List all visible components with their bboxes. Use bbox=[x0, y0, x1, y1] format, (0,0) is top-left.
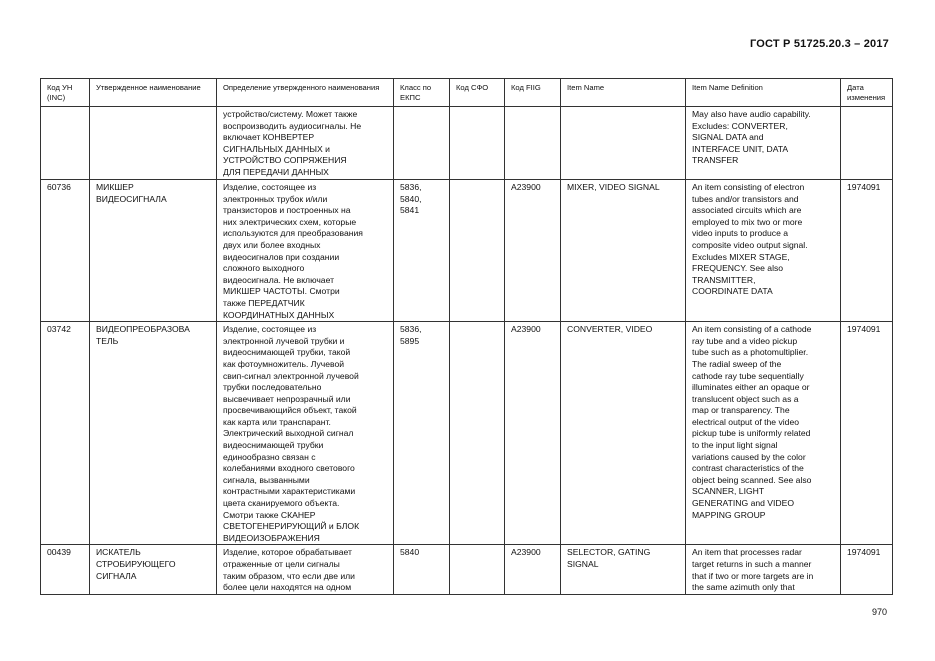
cell-change-date bbox=[841, 107, 893, 180]
cell-inc bbox=[41, 107, 90, 180]
cell-item-name bbox=[561, 107, 686, 180]
cell-definition: устройство/систему. Может также воспроизводить аудиосигналы. Не включает КОНВЕРТЕР СИГНАЛЬНЫХ ДАННЫХ и УСТРОЙСТВО СОПРЯЖЕНИЯ ДЛЯ ПЕРЕДАЧИ ДАННЫХ bbox=[217, 107, 394, 180]
cell-fiig-code: A23900 bbox=[505, 180, 561, 322]
cell-change-date: 1974091 bbox=[841, 545, 893, 594]
cell-item-definition: May also have audio capability. Excludes: CONVERTER, SIGNAL DATA and INTERFACE UNIT, DATA TRANSFER bbox=[686, 107, 841, 180]
cell-item-definition: An item that processes radar target returns in such a manner that if two or more targets are in the same azimuth only that bbox=[686, 545, 841, 594]
cell-definition: Изделие, которое обрабатывает отраженные от цели сигналы таким образом, что если две или более цели находятся на одном bbox=[217, 545, 394, 594]
column-header-item-definition: Item Name Definition bbox=[686, 79, 841, 107]
cell-ekps-class: 5836, 5840, 5841 bbox=[394, 180, 450, 322]
cell-approved-name bbox=[90, 107, 217, 180]
cell-fiig-code: A23900 bbox=[505, 545, 561, 594]
cell-sfo-code bbox=[450, 107, 505, 180]
cell-item-name: CONVERTER, VIDEO bbox=[561, 322, 686, 545]
cell-item-name: MIXER, VIDEO SIGNAL bbox=[561, 180, 686, 322]
catalog-table bbox=[40, 78, 893, 595]
column-header-ekps-class: Класс по ЕКПС bbox=[394, 79, 450, 107]
column-header-inc: Код УН (INC) bbox=[41, 79, 90, 107]
cell-ekps-class: 5840 bbox=[394, 545, 450, 594]
cell-sfo-code bbox=[450, 545, 505, 594]
cell-change-date: 1974091 bbox=[841, 322, 893, 545]
column-header-approved-name: Утвержденное наименование bbox=[90, 79, 217, 107]
cell-definition: Изделие, состоящее из электронной лучевой трубки и видеоснимающей трубки, такой как фотоумножитель. Лучевой свип-сигнал электронной лучевой трубки последовательно высвечивает непрозрачный или просвечивающийся объект, такой как карта или транспарант. Электрический выходной сигнал видеоснимающей трубки единообразно связан с колебаниями входного светового сигнала, вызванными контрастными характеристиками цвета сканируемого объекта. Смотри также СКАНЕР СВЕТОГЕНЕРИРУЮЩИЙ и БЛОК ВИДЕОИЗОБРАЖЕНИЯ bbox=[217, 322, 394, 545]
cell-ekps-class bbox=[394, 107, 450, 180]
cell-fiig-code bbox=[505, 107, 561, 180]
cell-approved-name: ВИДЕОПРЕОБРАЗОВА ТЕЛЬ bbox=[90, 322, 217, 545]
cell-definition: Изделие, состоящее из электронных трубок и/или транзисторов и построенных на них электрических схем, которые используются для преобразования двух или более входных видеосигналов при создании сложного выходного видеосигнала. Не включает МИКШЕР ЧАСТОТЫ. Смотри также ПЕРЕДАТЧИК КООРДИНАТНЫХ ДАННЫХ bbox=[217, 180, 394, 322]
cell-fiig-code: A23900 bbox=[505, 322, 561, 545]
cell-sfo-code bbox=[450, 322, 505, 545]
document-code: ГОСТ Р 51725.20.3 – 2017 bbox=[749, 38, 889, 50]
column-header-fiig-code: Код FIIG bbox=[505, 79, 561, 107]
table-row bbox=[41, 107, 893, 180]
cell-change-date: 1974091 bbox=[841, 180, 893, 322]
column-header-definition: Определение утвержденного наименования bbox=[217, 79, 394, 107]
table-row bbox=[41, 322, 893, 545]
cell-ekps-class: 5836, 5895 bbox=[394, 322, 450, 545]
table-row bbox=[41, 545, 893, 594]
cell-sfo-code bbox=[450, 180, 505, 322]
cell-approved-name: ИСКАТЕЛЬ СТРОБИРУЮЩЕГО СИГНАЛА bbox=[90, 545, 217, 594]
cell-approved-name: МИКШЕР ВИДЕОСИГНАЛА bbox=[90, 180, 217, 322]
page-number: 970 bbox=[871, 607, 887, 617]
cell-inc: 60736 bbox=[41, 180, 90, 322]
cell-inc: 03742 bbox=[41, 322, 90, 545]
column-header-sfo-code: Код СФО bbox=[450, 79, 505, 107]
cell-item-definition: An item consisting of electron tubes and/or transistors and associated circuits which are employed to mix two or more video inputs to produce a composite video output signal. Excludes MIXER STAGE, FREQUENCY. See also TRANSMITTER, COORDINATE DATA bbox=[686, 180, 841, 322]
cell-item-name: SELECTOR, GATING SIGNAL bbox=[561, 545, 686, 594]
column-header-change-date: Дата изменения bbox=[841, 79, 893, 107]
cell-item-definition: An item consisting of a cathode ray tube and a video pickup tube such as a photomultiplier. The radial sweep of the cathode ray tube sequentially illuminates either an opaque or translucent object such as a map or transparency. The electrical output of the video pickup tube is uniformly related to the input light signal variations caused by the color contrast characteristics of the object being scanned. See also SCANNER, LIGHT GENERATING and VIDEO MAPPING GROUP bbox=[686, 322, 841, 545]
table-row bbox=[41, 180, 893, 322]
column-header-item-name: Item Name bbox=[561, 79, 686, 107]
table-header-row bbox=[41, 79, 893, 107]
cell-inc: 00439 bbox=[41, 545, 90, 594]
